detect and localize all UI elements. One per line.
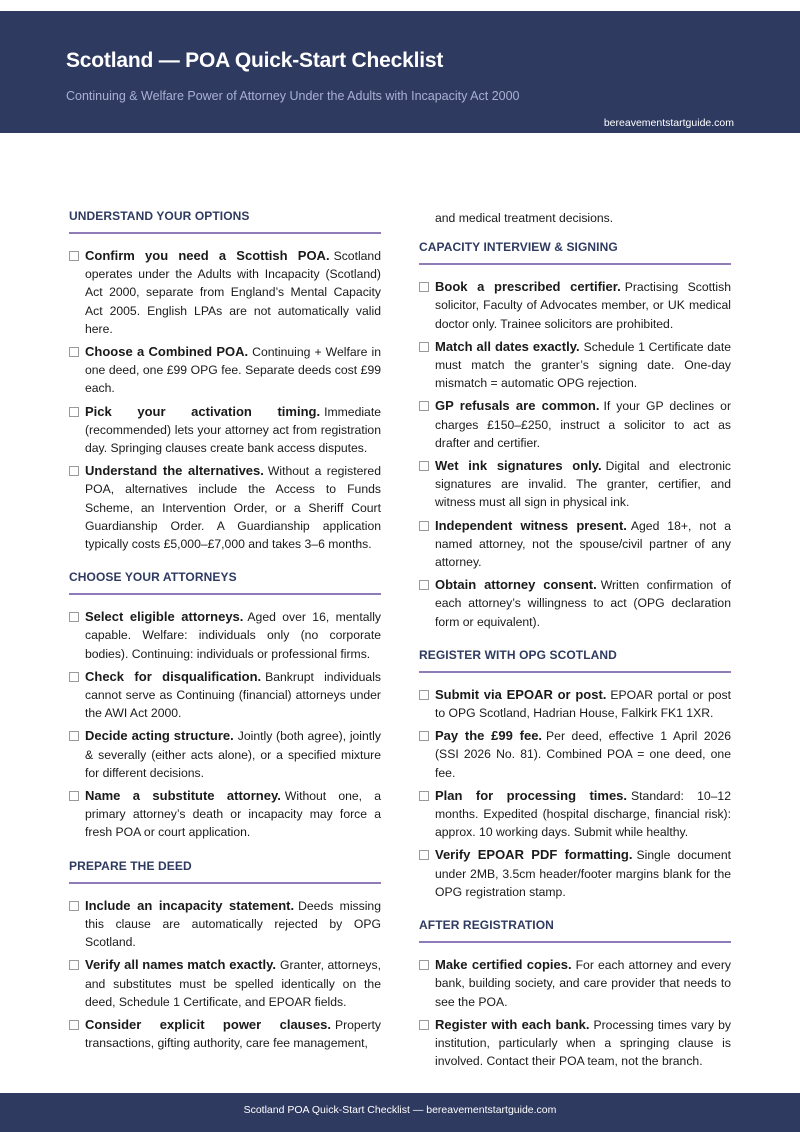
checkbox[interactable] (69, 672, 79, 682)
section-divider (69, 882, 381, 884)
checklist-item (419, 787, 731, 842)
item-lead: Obtain attorney consent. (435, 577, 597, 593)
section-title: CHOOSE YOUR ATTORNEYS (69, 570, 237, 585)
item-lead: GP refusals are common. (435, 398, 600, 414)
footer-text: Scotland POA Quick-Start Checklist — bereavementstartguide.com (243, 1104, 557, 1116)
checkbox[interactable] (419, 342, 429, 352)
checklist-item (419, 517, 731, 572)
section-understand-options (69, 209, 381, 553)
checklist-item (419, 278, 731, 333)
site-url: bereavementstartguide.com (603, 117, 734, 129)
checkbox[interactable] (69, 612, 79, 622)
left-column (69, 209, 381, 1069)
checklist-item (69, 247, 381, 338)
right-column (419, 209, 731, 1087)
item-lead: Verify all names match exactly. (85, 957, 276, 973)
checkbox[interactable] (419, 580, 429, 590)
checkbox[interactable] (69, 901, 79, 911)
checklist-item (69, 1016, 381, 1052)
item-lead: Register with each bank. (435, 1016, 590, 1032)
item-text: Single document under 2MB, 3.5cm header/footer margins blank for the OPG registration stamp. (435, 848, 731, 899)
item-text: Continuing + Welfare in one deed, one £99 OPG fee. Separate deeds cost £99 each. (85, 345, 381, 396)
item-lead: Book a prescribed certifier. (435, 279, 621, 295)
item-text: Aged 18+, not a named attorney, not the spouse/civil partner of any attorney. (435, 518, 731, 570)
item-text: EPOAR portal or post to OPG Scotland, Hadrian House, Falkirk FK1 1XR. (435, 687, 732, 721)
checkbox[interactable] (419, 521, 429, 531)
item-lead: Decide acting structure. (85, 728, 234, 744)
item-lead: Choose a Combined POA. (85, 344, 249, 360)
checklist-item (419, 686, 731, 722)
section-divider (69, 232, 381, 234)
section-after-registration (419, 918, 731, 1070)
checklist-item (419, 397, 731, 452)
checkbox[interactable] (419, 791, 429, 801)
item-lead: Independent witness present. (435, 517, 627, 533)
checklist-item (69, 608, 381, 663)
checkbox[interactable] (419, 731, 429, 741)
item-text: For each attorney and every bank, building society, and care provider that needs to see the POA. (435, 958, 731, 1009)
item-text: Written confirmation of each attorney’s willingness to act (OPG declaration form or equivalent). (435, 578, 731, 629)
checkbox[interactable] (419, 850, 429, 860)
item-lead: Check for disqualification. (85, 668, 262, 684)
item-text: Property transactions, gifting authority, care fee management, (85, 1017, 381, 1051)
section-divider (69, 593, 381, 595)
continued-text: and medical treatment decisions. (435, 211, 614, 225)
checkbox[interactable] (69, 1020, 79, 1030)
item-text: Aged over 16, mentally capable. Welfare: individuals only (no corporate bodies). Continuing: individuals or professional firms. (85, 610, 381, 661)
checklist-item (419, 846, 731, 901)
section-title: AFTER REGISTRATION (419, 918, 554, 933)
checklist-item (69, 462, 381, 553)
item-lead: Include an incapacity statement. (85, 897, 295, 913)
checklist-item (419, 457, 731, 512)
checkbox[interactable] (69, 407, 79, 417)
section-choose-attorneys (69, 570, 381, 841)
page-subtitle: Continuing & Welfare Power of Attorney Under the Adults with Incapacity Act 2000 (66, 89, 520, 103)
checkbox[interactable] (419, 1020, 429, 1030)
item-lead: Pick your activation timing. (85, 403, 321, 419)
item-text: Scotland operates under the Adults with Incapacity (Scotland) Act 2000, separate from England’s Mental Capacity Act 2005. English LPAs are not automatically valid here. (85, 249, 381, 336)
section-title: UNDERSTAND YOUR OPTIONS (69, 209, 250, 223)
item-text: Granter, attorneys, and substitutes must be spelled identically on the deed, Schedule 1 Certificate, and EPOAR fields. (85, 958, 382, 1009)
item-text: Deeds missing this clause are automatically rejected by OPG Scotland. (85, 898, 381, 950)
checkbox[interactable] (419, 690, 429, 700)
item-lead: Submit via EPOAR or post. (435, 686, 607, 702)
checkbox[interactable] (419, 282, 429, 292)
item-text: Digital and electronic signatures are invalid. The granter, certifier, and witness must all sign in physical ink. (435, 459, 732, 510)
section-title: CAPACITY INTERVIEW & SIGNING (419, 240, 618, 255)
item-text: If your GP declines or charges £150–£250, instruct a solicitor to act as drafter and certifier. (435, 399, 731, 450)
checklist-item (69, 668, 381, 723)
checkbox[interactable] (69, 731, 79, 741)
item-lead: Select eligible attorneys. (85, 609, 244, 625)
item-lead: Wet ink signatures only. (435, 458, 602, 474)
section-register-opg (419, 648, 731, 901)
item-text: Schedule 1 Certificate date must match the granter’s signing date. One-day mismatch = automatic OPG rejection. (435, 339, 732, 391)
checklist-item (69, 727, 381, 782)
checkbox[interactable] (69, 347, 79, 357)
checklist-item (69, 787, 381, 842)
item-text: Without a registered POA, alternatives include the Access to Funds Scheme, an Intervention Order, or a Sheriff Court Guardianship Order. A Guardianship application typically costs £5,000–£7,000 and takes 3–6 months. (85, 464, 381, 552)
section-capacity-interview (419, 240, 731, 631)
item-lead: Consider explicit power clauses. (85, 1016, 331, 1032)
checklist-item (69, 343, 381, 398)
checkbox[interactable] (69, 791, 79, 801)
item-text: Processing times vary by institution, particularly when a springing clause is involved. Contact their POA team, not the branch. (435, 1017, 731, 1069)
item-lead: Understand the alternatives. (85, 463, 264, 479)
item-lead: Name a substitute attorney. (85, 788, 281, 804)
checkbox[interactable] (419, 461, 429, 471)
checkbox[interactable] (69, 466, 79, 476)
section-divider (419, 263, 731, 265)
checkbox[interactable] (419, 960, 429, 970)
checklist-item (69, 956, 381, 1011)
item-lead: Plan for processing times. (435, 787, 628, 803)
checkbox[interactable] (69, 251, 79, 261)
checklist-item (69, 897, 381, 952)
checklist-item (419, 1016, 731, 1071)
item-text: Jointly (both agree), jointly & severally (either acts alone), or a specified mixture for different decisions. (85, 729, 381, 780)
page-footer (0, 1093, 800, 1132)
checkbox[interactable] (69, 960, 79, 970)
item-text: Standard: 10–12 months. Expedited (hospital discharge, financial risk): approx. 10 working days. Submit while healthy. (435, 788, 731, 840)
checklist-item (419, 956, 731, 1011)
checklist-item (419, 576, 731, 631)
item-text: Without one, a primary attorney’s death or incapacity may force a fresh POA or court application. (85, 789, 381, 840)
page-title: Scotland — POA Quick-Start Checklist (66, 49, 444, 72)
item-lead: Make certified copies. (435, 957, 572, 973)
checklist-item (419, 727, 731, 782)
section-title: REGISTER WITH OPG SCOTLAND (419, 647, 617, 662)
checklist-item (419, 338, 731, 393)
item-text: Bankrupt individuals cannot serve as Continuing (financial) attorneys under the AWI Act 2000. (85, 669, 381, 721)
checklist-item (69, 403, 381, 458)
checkbox[interactable] (419, 401, 429, 411)
item-lead: Match all dates exactly. (435, 338, 580, 354)
item-text: Practising Scottish solicitor, Faculty of Advocates member, or UK medical doctor only. Trainee solicitors are prohibited. (435, 280, 731, 331)
item-lead: Pay the £99 fee. (435, 728, 543, 744)
section-divider (419, 671, 731, 673)
page-header (0, 11, 800, 133)
item-lead: Verify EPOAR PDF formatting. (435, 847, 633, 863)
item-text: Per deed, effective 1 April 2026 (SSI 2026 No. 81). Combined POA = one deed, one fee. (435, 729, 731, 780)
item-text: Immediate (recommended) lets your attorney act from registration day. Springing clauses create bank access disputes. (85, 404, 381, 456)
item-lead: Confirm you need a Scottish POA. (85, 248, 330, 263)
section-title: PREPARE THE DEED (69, 858, 192, 873)
section-prepare-deed (69, 859, 381, 1053)
section-divider (419, 941, 731, 943)
